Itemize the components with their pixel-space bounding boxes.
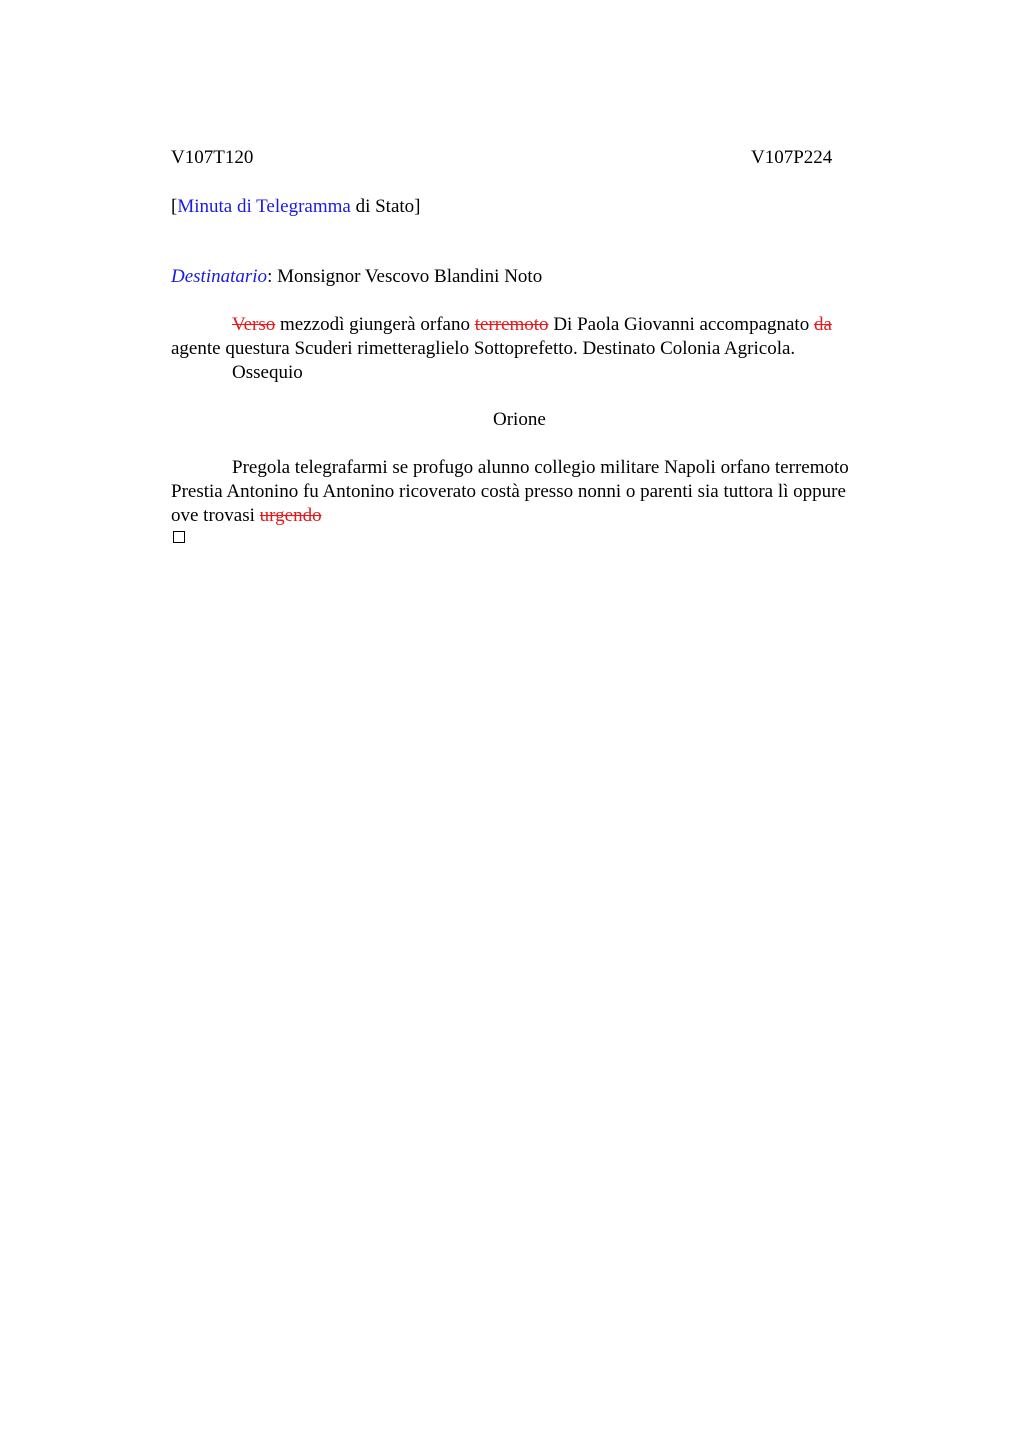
empty-checkbox-icon (173, 531, 185, 543)
deleted-word: urgendo (259, 505, 322, 526)
deleted-word: da (813, 314, 832, 335)
deleted-word: terremoto (474, 314, 549, 335)
open-bracket: [ (171, 196, 178, 217)
signature: Orione (493, 409, 546, 430)
telegram1-line2: agente questura Scuderi rimetteraglielo Sottoprefetto. Destinato Colonia Agricola. (171, 338, 796, 359)
telegram2-line2: Prestia Antonino fu Antonino ricoverato costà presso nonni o parenti sia tuttora lì oppure (171, 481, 846, 502)
deleted-word: Verso (232, 314, 276, 335)
recipient-separator: : (267, 266, 278, 287)
recipient (171, 265, 542, 289)
telegram1-line3: Ossequio (232, 362, 303, 383)
telegram1-line1 (232, 313, 832, 337)
telegram2-line3 (171, 504, 322, 528)
document-type-suffix: di Stato] (350, 196, 421, 217)
document-type (171, 195, 421, 219)
telegram2-line1: Pregola telegrafarmi se profugo alunno collegio militare Napoli orfano terremoto (232, 457, 849, 478)
telegram1-text: mezzodì giungerà orfano (275, 314, 475, 335)
document-type-link: Minuta di Telegramma (177, 196, 351, 217)
document-code-left: V107T120 (171, 147, 254, 168)
recipient-label: Destinatario (171, 266, 268, 287)
telegram1-text: Di Paola Giovanni accompagnato (548, 314, 814, 335)
recipient-value: Monsignor Vescovo Blandini Noto (277, 266, 543, 287)
document-code-right: V107P224 (751, 147, 833, 168)
telegram2-text: ove trovasi (171, 505, 260, 526)
